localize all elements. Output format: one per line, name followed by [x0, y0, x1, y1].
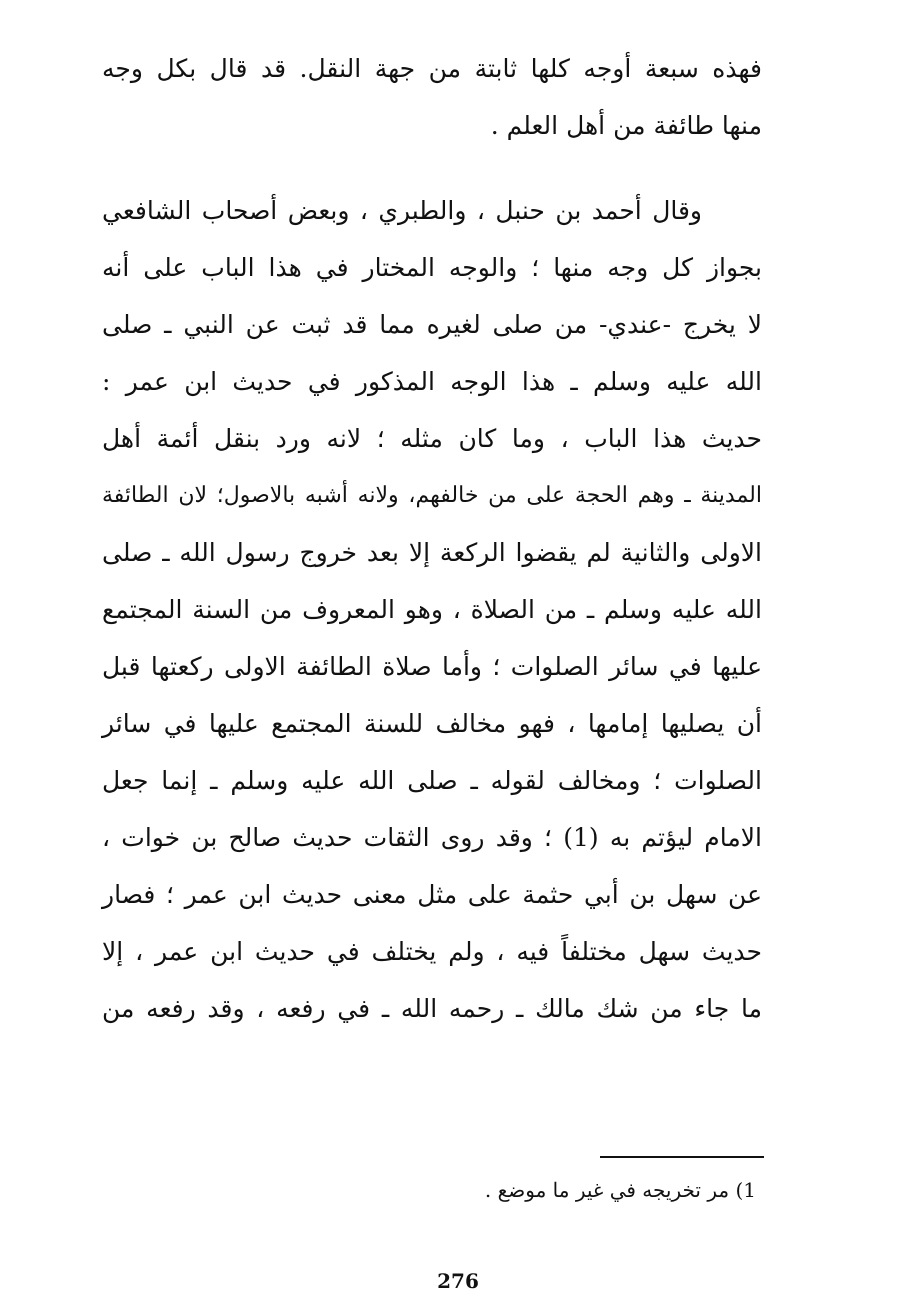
text-line: بجواز كل وجه منها ؛ والوجه المختار في هذا الباب على أنه — [102, 253, 762, 282]
text-line: حديث سهل مختلفاً فيه ، ولم يختلف في حديث ابن عمر ، إلا — [102, 937, 762, 966]
text-line: عن سهل بن أبي حثمة على مثل معنى حديث ابن عمر ؛ فصار — [102, 880, 762, 909]
text-line: عليها في سائر الصلوات ؛ وأما صلاة الطائفة الاولى ركعتها قبل — [102, 652, 762, 681]
text-line: ما جاء من شك مالك ـ رحمه الله ـ في رفعه ، وقد رفعه من — [102, 994, 762, 1023]
text-line: الامام ليؤتم به (1) ؛ وقد روى الثقات حديث صالح بن خوات ، — [102, 823, 762, 852]
text-line: لا يخرج -عندي- من صلى لغيره مما قد ثبت عن النبي ـ صلى — [102, 310, 762, 339]
body-text — [102, 40, 762, 1037]
text-line: الله عليه وسلم ـ هذا الوجه المذكور في حديث ابن عمر : — [102, 367, 762, 396]
text-line: الله عليه وسلم ـ من الصلاة ، وهو المعروف من السنة المجتمع — [102, 595, 762, 624]
page-number: 276 — [437, 1269, 479, 1293]
text-line: وقال أحمد بن حنبل ، والطبري ، وبعض أصحاب الشافعي — [102, 196, 702, 225]
paragraph-gap — [102, 154, 762, 182]
text-line: منها طائفة من أهل العلم . — [490, 111, 762, 140]
text-line: الاولى والثانية لم يقضوا الركعة إلا بعد خروج رسول الله ـ صلى — [102, 538, 762, 567]
text-line: أن يصليها إمامها ، فهو مخالف للسنة المجتمع عليها في سائر — [102, 709, 762, 738]
footnote-divider — [600, 1156, 764, 1158]
text-line: حديث هذا الباب ، وما كان مثله ؛ لانه ورد بنقل أئمة أهل — [102, 424, 762, 453]
text-line: فهذه سبعة أوجه كلها ثابتة من جهة النقل. قد قال بكل وجه — [102, 54, 762, 83]
text-line: المدينة ـ وهم الحجة على من خالفهم، ولانه أشبه بالاصول؛ لان الطائفة — [102, 483, 762, 508]
text-line: الصلوات ؛ ومخالف لقوله ـ صلى الله عليه وسلم ـ إنما جعل — [102, 766, 762, 795]
footnote: 1) مر تخريجه في غير ما موضع . — [484, 1178, 756, 1202]
